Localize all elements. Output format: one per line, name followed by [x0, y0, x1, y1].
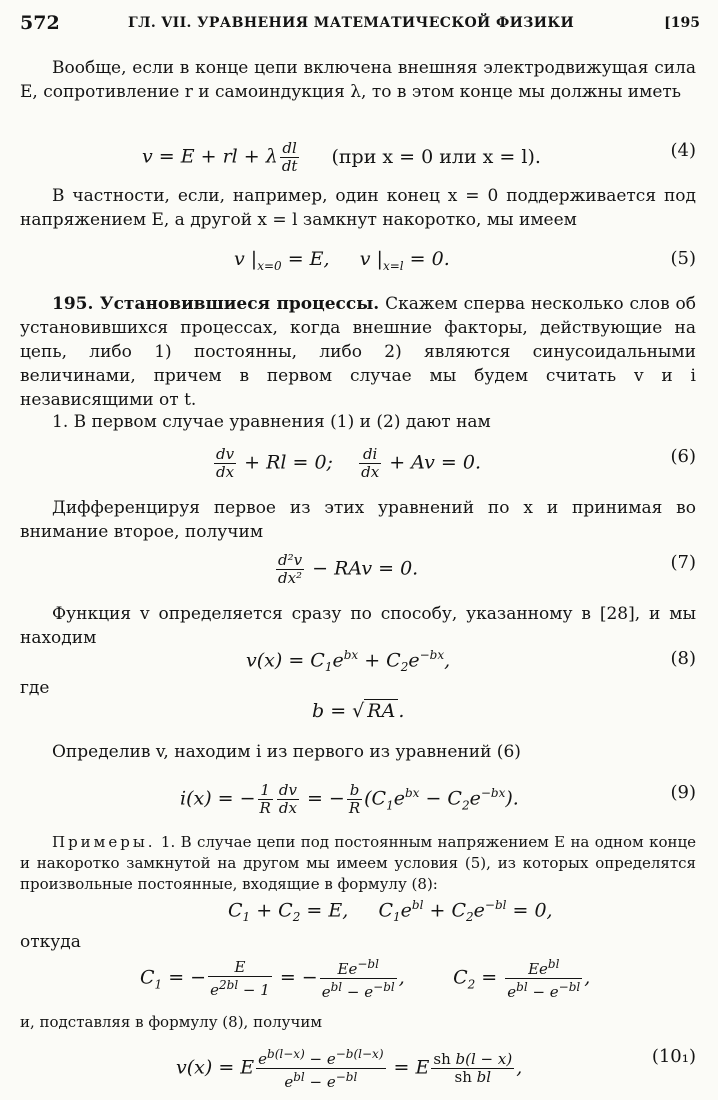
equation-c-values: $C_1$ = − $\frac{E}{e^{2bl} - 1}$ = − $\frac{Ee^{-bl}}{e^{bl} - e^{-bl}}$ , $C_2$ = $\frac{Ee^{bl}}{e^{bl} - e^{-bl}}$ ,	[140, 957, 591, 1001]
paragraph-9: и, подставляя в формулу (8), получим	[20, 1013, 323, 1031]
equation-5: v $|_{x=0} = E$, v $|_{x=l} = 0$. (5)	[234, 248, 696, 273]
equation-b: b = √ RA .	[312, 700, 405, 722]
paragraph-7: Определив v, находим i из первого из уравнений (6)	[52, 742, 521, 762]
equation-number-10: (10₁)	[651, 1046, 696, 1067]
page-header	[20, 12, 700, 36]
equation-10: v(x) = E $\frac{e^{b(l-x)} - e^{-b(l-x)}}{e^{bl} - e^{-bl}}$ = E $\frac{\text{sh b(l − x)}}{\text{sh bl}}$ , (10₁)	[176, 1046, 696, 1091]
paragraph-8	[20, 832, 696, 895]
paragraph-3-text: Скажем сперва несколько слов об установившихся процессах, когда внешние факторы, действующие на цепь, либо 1) постоянны, либо 2) являются синусоидальными величинами, причем в первом случае мы будем считать v и i независящими от t.	[20, 294, 696, 410]
label-whence: откуда	[20, 932, 81, 952]
equation-4: v = E + rl + λ $\frac{dl}{dt}$ (при x = 0 или x = l). (4)	[142, 139, 696, 175]
equation-4-condition: (при x = 0 или x = l).	[331, 145, 541, 168]
paragraph-5: Дифференцируя первое из этих уравнений по x и принимая во внимание второе, получим	[20, 498, 696, 542]
equation-number-8: (8)	[670, 648, 696, 669]
label-where: где	[20, 678, 50, 698]
equation-9: i(x) = − $\frac{1}{R}$ $\frac{dv}{dx}$ = − $\frac{b}{R}$ $(C_1e^{bx} - C_2e^{-bx})$. (9)	[180, 781, 696, 817]
section-heading: 195. Установившиеся процессы.	[52, 294, 380, 314]
equation-number-4: (4)	[670, 140, 696, 161]
chapter-title: ГЛ. VII. УРАВНЕНИЯ МАТЕМАТИЧЕСКОЙ ФИЗИКИ	[128, 15, 575, 31]
paragraph-2: В частности, если, например, один конец x = 0 поддерживается под напряжением E, а другой x = l замкнут накоротко, мы имеем	[20, 186, 696, 230]
paragraph-8-text: 1. В случае цепи под постоянным напряжением E на одном конце и накоротко замкнутой на другом мы имеем условия (5), из которых определятся произвольные постоянные, входящие в формулу (8):	[20, 833, 696, 893]
paragraph-4: 1. В первом случае уравнения (1) и (2) дают нам	[52, 412, 491, 432]
equation-number-7: (7)	[670, 552, 696, 573]
equation-8: $v(x) = C_1e^{bx} + C_2e^{-bx}$, (8)	[246, 648, 696, 675]
equation-number-9: (9)	[670, 782, 696, 803]
paragraph-1: Вообще, если в конце цепи включена внешняя электродвижущая сила E, сопротивление r и самоиндукция λ, то в этом конце мы должны иметь	[20, 58, 696, 102]
equation-constants: $C_1 + C_2 = E$, $C_1e^{bl} + C_2e^{-bl} = 0$,	[228, 898, 553, 925]
equation-number-5: (5)	[670, 248, 696, 269]
examples-label: Примеры.	[52, 833, 156, 851]
paragraph-3	[20, 292, 696, 412]
equation-6: $\frac{dv}{dx}$ + Rl = 0; $\frac{di}{dx}$ + Av = 0. (6)	[216, 445, 696, 481]
page-number: 572	[20, 12, 60, 34]
paragraph-6: Функция v определяется сразу по способу, указанному в [28], и мы находим	[20, 604, 696, 648]
equation-number-6: (6)	[670, 446, 696, 467]
equation-7: $\frac{\text{d²v}}{\text{dx²}}$ − RAv = 0. (7)	[278, 551, 696, 587]
section-ref: [195	[664, 15, 700, 31]
